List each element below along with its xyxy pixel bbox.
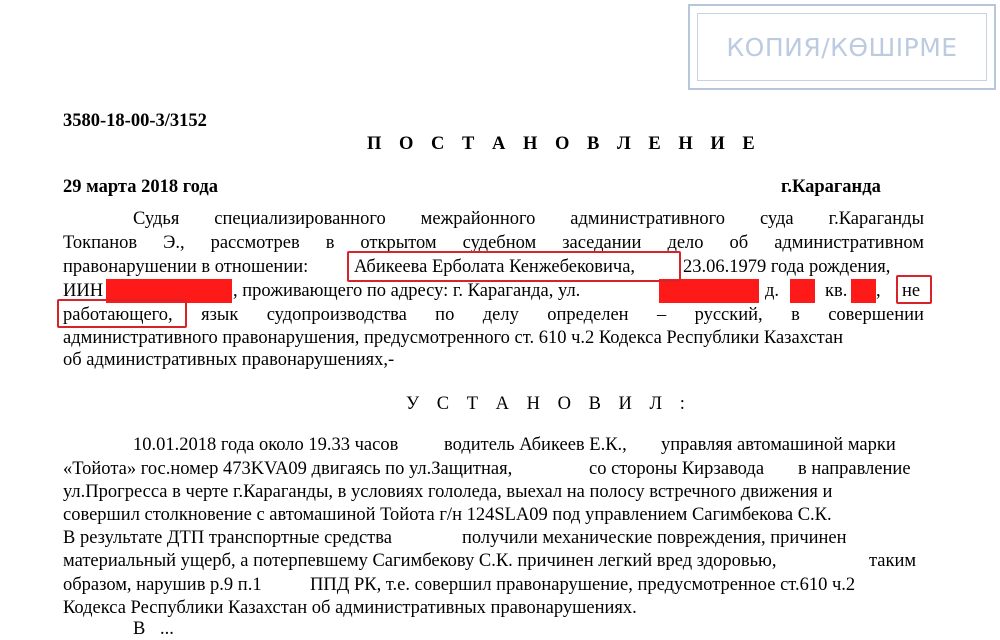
- intro-word: г.Караганды: [828, 209, 924, 229]
- body-line-9b: ...: [160, 619, 174, 639]
- highlight-not-employed-b: [57, 299, 187, 328]
- decision-date: 29 марта 2018 года: [63, 177, 218, 197]
- defendant-birthdate: 23.06.1979 года рождения,: [683, 257, 891, 277]
- body-line-4: совершил столкновение с автомашиной Тойота г/н 124SLA09 под управлением Сагимбекова С.К.: [63, 505, 832, 525]
- body-line-7b: ППД РК, т.е. совершил правонарушение, предусмотренное ст.610 ч.2: [310, 575, 856, 595]
- body-line-7a: образом, нарушив р.9 п.1: [63, 575, 262, 595]
- body-line-6b: таким: [869, 551, 917, 571]
- intro-word: –: [656, 305, 667, 325]
- intro-line-7: об административных правонарушениях,-: [63, 350, 395, 370]
- intro-word: в: [791, 305, 800, 325]
- intro-word: Токпанов: [63, 233, 138, 253]
- defendant-name: Абикеева Ерболата Кенжебековича,: [354, 257, 636, 277]
- copy-stamp-text: КОПИЯ/КӨШІРМЕ: [726, 32, 958, 62]
- redacted-street: [659, 279, 759, 303]
- intro-word: совершении: [828, 305, 924, 325]
- apartment-label: кв.: [825, 281, 848, 301]
- body-line-5a: В результате ДТП транспортные средства: [63, 528, 392, 548]
- body-line-5b: получили механические повреждения, причинен: [462, 528, 847, 548]
- intro-word: специализированного: [214, 209, 386, 229]
- body-line-2b: со стороны Кирзавода: [589, 459, 765, 479]
- copy-stamp: [688, 4, 996, 90]
- intro-word: в: [325, 233, 335, 253]
- intro-line-6: административного правонарушения, предусмотренного ст. 610 ч.2 Кодекса Республики Казахстан: [63, 328, 844, 348]
- section-title: У С Т А Н О В И Л :: [406, 394, 692, 414]
- intro-line-3a: правонарушении в отношении:: [63, 257, 309, 277]
- intro-word: определен: [547, 305, 629, 325]
- employment-status-a: не: [902, 281, 921, 301]
- body-line-2a: «Тойота» гос.номер 473KVA09 двигаясь по ул.Защитная,: [63, 459, 513, 479]
- body-line-1c: управляя автомашиной марки: [661, 435, 896, 455]
- intro-line-5: [63, 304, 924, 326]
- intro-word: язык: [201, 305, 239, 325]
- decision-city: г.Караганда: [781, 177, 881, 197]
- highlight-defendant-name: [347, 251, 681, 282]
- intro-word: судебном: [462, 233, 537, 253]
- address-label: , проживающего по адресу: г. Караганда, ул.: [233, 281, 581, 301]
- case-number: 3580-18-00-3/3152: [63, 111, 207, 131]
- redacted-house: [790, 279, 815, 303]
- body-line-2c: в направление: [798, 459, 911, 479]
- body-line-1b: водитель Абикеев Е.К.,: [444, 435, 627, 455]
- intro-word: по: [435, 305, 455, 325]
- body-line-9a: В: [133, 619, 146, 639]
- intro-word: рассмотрев: [210, 233, 300, 253]
- body-line-3: ул.Прогресса в черте г.Караганды, в условиях гололеда, выехал на полосу встречного движения и: [63, 482, 833, 502]
- house-label: д.: [765, 281, 780, 301]
- intro-word: межрайонного: [420, 209, 536, 229]
- intro-word: дело: [667, 233, 704, 253]
- employment-status-b: работающего,: [63, 305, 173, 325]
- body-line-6a: материальный ущерб, а потерпевшему Сагимбекову С.К. причинен легкий вред здоровью,: [63, 551, 777, 571]
- document-title: П О С Т А Н О В Л Е Н И Е: [367, 134, 762, 154]
- intro-word: административном: [774, 233, 924, 253]
- redacted-apartment: [851, 279, 876, 303]
- iin-label: ИИН: [63, 281, 104, 301]
- intro-word: Судья: [133, 209, 180, 229]
- intro-word: русский,: [694, 305, 763, 325]
- intro-word: делу: [482, 305, 519, 325]
- intro-word: заседании: [562, 233, 642, 253]
- intro-word: об: [729, 233, 749, 253]
- intro-word: административного: [570, 209, 726, 229]
- body-line-8: Кодекса Республики Казахстан об административных правонарушениях.: [63, 598, 637, 618]
- intro-line-1: [133, 208, 924, 230]
- intro-word: суда: [759, 209, 794, 229]
- highlight-not-employed-a: [896, 275, 932, 304]
- intro-word: Э.,: [163, 233, 185, 253]
- intro-word: судопроизводства: [266, 305, 407, 325]
- copy-stamp-frame: [697, 13, 987, 81]
- body-line-1a: 10.01.2018 года около 19.33 часов: [133, 435, 399, 455]
- intro-word: открытом: [360, 233, 437, 253]
- comma: ,: [876, 281, 881, 301]
